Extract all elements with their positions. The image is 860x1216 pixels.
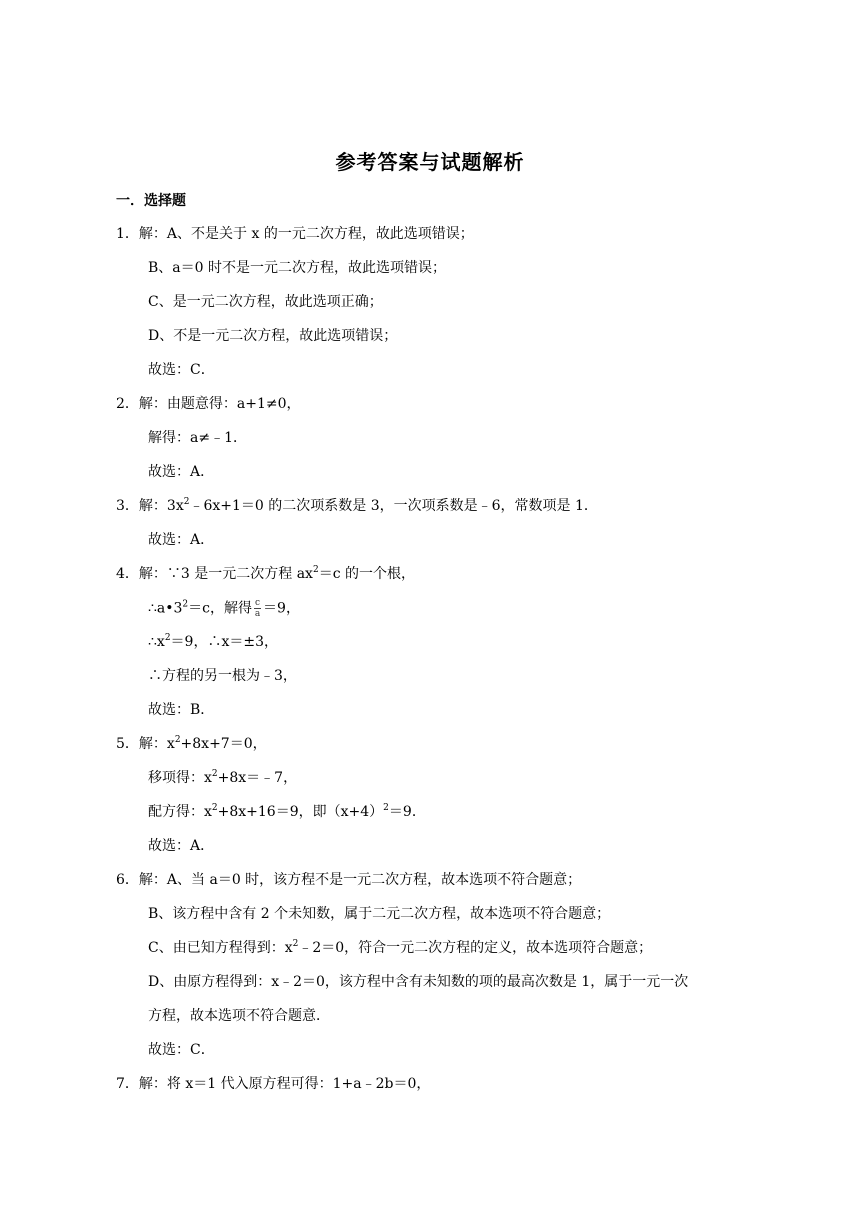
- q4-text-1b: ＝c 的一个根，: [318, 566, 415, 582]
- q6-line-3: [148, 938, 652, 958]
- q1-line-1: 1．解：A、不是关于 x 的一元二次方程，故此选项错误；: [116, 226, 474, 242]
- q3-answer: 故选：A．: [148, 532, 215, 548]
- q4-exponent-3: 2: [164, 633, 171, 643]
- q6-line-4: D、由原方程得到：x﹣2＝0，该方程中含有未知数的项的最高次数是 1，属于一元一次: [148, 974, 689, 990]
- q3-line-1: [116, 496, 598, 516]
- q1-line-2: B、a＝0 时不是一元二次方程，故此选项错误；: [148, 260, 446, 276]
- q4-exponent-2: 2: [182, 599, 189, 610]
- q5-exponent-4: 2: [383, 803, 389, 813]
- q4-text-3b: ＝9，∴x＝±3，: [170, 634, 278, 650]
- q6-line-5: 方程，故本选项不符合题意．: [148, 1008, 330, 1024]
- q5-exponent-2: 2: [211, 769, 218, 779]
- q1-line-3: C、是一元二次方程，故此选项正确；: [148, 294, 383, 310]
- q4-answer: 故选：B．: [148, 702, 215, 718]
- q2-answer: 故选：A．: [148, 464, 215, 480]
- q4-text-2a: ∴a•3: [148, 600, 183, 617]
- q5-exponent-1: 2: [174, 735, 181, 745]
- q5-text-3c: ＝9．: [388, 804, 426, 820]
- q1-answer: 故选：C．: [148, 362, 215, 378]
- q4-line-4: ∴方程的另一根为﹣3，: [148, 668, 297, 684]
- q2-line-2: 解得：a≠﹣1．: [148, 430, 247, 446]
- q4-text-2b: ＝c，解得: [188, 600, 252, 617]
- q2-line-1: 2．解：由题意得：a+1≠0，: [116, 396, 301, 412]
- q6-answer: 故选：C．: [148, 1042, 215, 1058]
- q5-line-2: [148, 768, 297, 788]
- fraction-numerator: c: [255, 598, 261, 608]
- q5-text-1b: +8x+7＝0，: [180, 736, 267, 752]
- q3-text-a: 3．解：3x: [116, 498, 184, 514]
- q4-text-1a: 4．解：∵3 是一元二次方程 ax: [116, 566, 313, 582]
- q6-text-3b: ﹣2＝0，符合一元二次方程的定义，故本选项符合题意；: [298, 940, 653, 956]
- q5-line-3: [148, 802, 426, 822]
- q5-line-1: [116, 734, 267, 754]
- fraction-denominator: a: [254, 609, 261, 619]
- q4-text-2c: ＝9，: [263, 600, 300, 617]
- q5-answer: 故选：A．: [148, 838, 215, 854]
- q6-line-1: 6．解：A、当 a＝0 时，该方程不是一元二次方程，故本选项不符合题意；: [116, 872, 582, 888]
- q5-exponent-3: 2: [211, 803, 218, 813]
- q5-text-3b: +8x+16＝9，即（x+4）: [217, 804, 384, 820]
- q5-text-3a: 配方得：x: [148, 804, 212, 820]
- q3-text-b: ﹣6x+1＝0 的二次项系数是 3，一次项系数是﹣6，常数项是 1．: [189, 498, 598, 514]
- q4-line-1: [116, 564, 415, 584]
- q6-exponent: 2: [292, 939, 299, 949]
- q3-exponent: 2: [183, 497, 190, 507]
- q1-line-4: D、不是一元二次方程，故此选项错误；: [148, 328, 398, 344]
- q5-text-2a: 移项得：x: [148, 770, 212, 786]
- q5-text-1a: 5．解：x: [116, 736, 175, 752]
- section-heading: 一．选择题: [116, 193, 186, 209]
- q4-exponent-1: 2: [312, 565, 319, 575]
- page-title: 参考答案与试题解析: [335, 150, 525, 174]
- q4-text-3a: ∴x: [148, 634, 165, 650]
- q4-line-3: [148, 632, 278, 652]
- q6-line-2: B、该方程中含有 2 个未知数，属于二元二次方程，故本选项不符合题意；: [148, 906, 611, 922]
- q4-line-2: [148, 598, 300, 619]
- q4-fraction: [254, 598, 261, 619]
- q5-text-2b: +8x＝﹣7，: [217, 770, 298, 786]
- q6-text-3a: C、由已知方程得到：x: [148, 940, 293, 956]
- q7-line-1: 7．解：将 x＝1 代入原方程可得：1+a﹣2b＝0，: [116, 1076, 431, 1092]
